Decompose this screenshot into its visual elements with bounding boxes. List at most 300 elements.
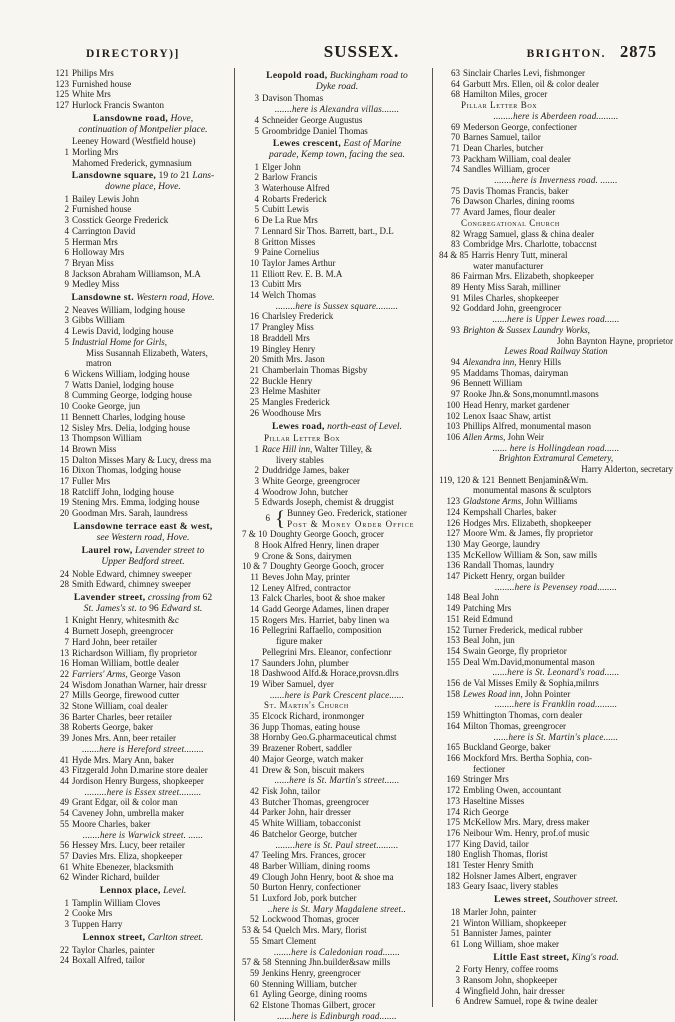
directory-entry: 40 Major George, watch maker xyxy=(242,754,432,765)
directory-entry: 2 Duddridge James, baker xyxy=(242,465,432,476)
house-number: 127 xyxy=(55,100,69,111)
directory-entry: 24 Boxall Alfred, tailor xyxy=(52,955,234,966)
street-heading xyxy=(242,422,432,433)
house-number: 61 xyxy=(60,861,69,872)
house-number: 16 xyxy=(250,625,259,636)
house-number: 121 xyxy=(55,68,69,78)
directory-entry: 18 Marler John, painter xyxy=(439,907,673,918)
page-number: 2875 xyxy=(620,42,657,61)
directory-entry: 4 Woodrow John, butcher xyxy=(242,487,432,498)
directory-entry: 5 Cubitt Lewis xyxy=(242,204,432,215)
directory-entry: 14 Welch Thomas xyxy=(242,290,432,301)
house-number: 94 xyxy=(451,356,460,367)
cross-street-note: ........here is Pevensey road........ xyxy=(495,581,617,592)
house-number: 19 xyxy=(250,343,259,354)
directory-entry: 43 Fitzgerald John D.marine store dealer xyxy=(52,765,234,776)
directory-entry: 73 Packham William, coal dealer xyxy=(439,154,673,165)
house-number: 23 xyxy=(250,386,259,397)
house-number: 55 xyxy=(60,818,69,829)
house-number: 3 xyxy=(254,93,259,104)
directory-entry: 19 Wiber Samuel, dyer xyxy=(242,679,432,690)
house-number: 60 xyxy=(250,978,259,989)
directory-entry: 38 Roberts George, baker xyxy=(52,722,234,733)
directory-entry: 25 Mangles Frederick xyxy=(242,397,432,408)
house-number: 103 xyxy=(446,421,460,432)
house-number: 62 xyxy=(60,872,69,883)
directory-entry: 62 Elstone Thomas Gilbert, grocer xyxy=(242,1000,432,1011)
directory-entry: 4 Robarts Frederick xyxy=(242,194,432,205)
directory-entry: 174 Rich George xyxy=(439,807,673,818)
landmark-note: Congregational Church xyxy=(461,217,560,228)
directory-entry: 82 Wragg Samuel, glass & china dealer xyxy=(439,229,673,240)
house-number: 91 xyxy=(451,292,460,303)
house-number: 10 xyxy=(250,257,259,268)
street-heading-line: Lewes road, north-east of Level. xyxy=(272,420,402,432)
directory-entry: 166 Mockford Mrs. Bertha Sophia, con- xyxy=(439,753,673,764)
street-heading xyxy=(52,593,234,614)
house-number: 32 xyxy=(60,701,69,712)
directory-entry: 92 Goddard John, greengrocer xyxy=(439,303,673,314)
house-number: 4 xyxy=(455,985,460,996)
house-number: 16 xyxy=(60,465,69,476)
cross-street-note: ......here is Edinburgh road....... xyxy=(277,1010,397,1021)
directory-entry: 53 & 54 Quelch Mrs. Mary, florist xyxy=(242,925,367,936)
directory-entry: 46 Batchelor George, butcher xyxy=(242,829,432,840)
directory-entry: 5 Edwards Joseph, chemist & druggist xyxy=(242,497,432,508)
house-number: 5 xyxy=(64,336,69,347)
directory-entry: 74 Sandles William, grocer xyxy=(439,164,673,175)
directory-entry: 13 Cubitt Mrs xyxy=(242,279,432,290)
directory-entry: 127 Hurlock Francis Swanton xyxy=(52,100,234,111)
house-number: 70 xyxy=(451,132,460,143)
directory-entry: 1 Race Hill inn, Walter Tilley, & xyxy=(242,444,432,455)
entry-text: Bunney Geo. Frederick, stationer xyxy=(287,508,407,519)
directory-entry: 3 Davison Thomas xyxy=(242,93,432,104)
directory-entry: 19 Stening Mrs. Emma, lodging house xyxy=(52,497,234,508)
directory-entry: 6 De La Rue Mrs xyxy=(242,215,432,226)
house-number: 123 xyxy=(446,496,460,507)
directory-entry: 22 Farriers' Arms, George Vason xyxy=(52,669,234,680)
directory-entry: 7 Hard John, beer retailer xyxy=(52,637,234,648)
house-number: 6 xyxy=(455,996,460,1007)
house-number: 83 xyxy=(451,239,460,250)
directory-entry: 4 Lewis David, lodging house xyxy=(52,326,234,337)
house-number: 36 xyxy=(60,711,69,722)
cross-street-note: ........here is Sussex square......... xyxy=(275,300,399,311)
house-number: 20 xyxy=(250,354,259,365)
street-heading-line: Lansdowne terrace east & west, xyxy=(73,520,213,532)
house-number: 76 xyxy=(451,196,460,207)
house-number: 42 xyxy=(250,786,259,796)
directory-entry: 6 Andrew Samuel, rope & twine dealer xyxy=(439,996,673,1007)
directory-entry: 21 Chamberlain Thomas Bigsby xyxy=(242,365,432,376)
directory-entry: 18 Braddell Mrs xyxy=(242,333,432,344)
house-number: 40 xyxy=(250,753,259,764)
directory-entry: 15 Dalton Misses Mary & Lucy, dress ma xyxy=(52,455,234,466)
house-number: 6 xyxy=(265,513,270,524)
house-number: 27 xyxy=(60,690,69,701)
house-number: 92 xyxy=(451,303,460,314)
house-number: 4 xyxy=(254,114,259,125)
directory-entry: 3 Cosstick George Frederick xyxy=(52,215,234,226)
cross-street-note: ..here is St. Mary Magdalene street.. xyxy=(267,903,407,914)
street-heading-line: Lansdowne st. Western road, Hove. xyxy=(71,292,215,304)
directory-entry: 61 Long William, shoe maker xyxy=(439,939,673,950)
house-number: 36 xyxy=(250,721,259,732)
directory-entry: 89 Henty Miss Sarah, milliner xyxy=(439,282,673,293)
house-number: 84 & 85 xyxy=(439,249,469,260)
house-number: 20 xyxy=(60,508,69,519)
street-heading xyxy=(242,139,432,160)
house-number: 19 xyxy=(60,497,69,508)
house-number: 71 xyxy=(451,142,460,153)
directory-entry: 135 McKellow William & Son, saw mills xyxy=(439,550,673,561)
house-number: 3 xyxy=(254,183,259,194)
directory-entry: 8 Jackson Abraham Williamson, M.A xyxy=(52,269,234,280)
house-number: 9 xyxy=(64,279,69,290)
house-number: 48 xyxy=(250,860,259,871)
house-number: 35 xyxy=(250,711,259,722)
house-number: 54 xyxy=(60,808,69,819)
entry-continuation: John Baynton Hayne, proprietor xyxy=(557,335,673,346)
directory-entry: 13 Richardson William, fly proprietor xyxy=(52,648,234,659)
house-number: 148 xyxy=(446,592,460,603)
house-number: 10 xyxy=(60,401,69,412)
landmark-note: Lewes Road Railway Station xyxy=(504,346,608,357)
directory-entry: 15 Rogers Mrs. Harriet, baby linen wa xyxy=(242,615,432,626)
house-number: 19 xyxy=(250,678,259,689)
directory-entry: 43 Butcher Thomas, greengrocer xyxy=(242,797,432,808)
directory-column-3 xyxy=(432,68,675,1007)
directory-entry: 70 Barnes Samuel, tailor xyxy=(439,132,673,143)
street-heading-line: Lewes crescent, East of Marine xyxy=(272,138,402,150)
cross-street-note: .........here is Essex street......... xyxy=(84,786,202,797)
directory-entry: 127 Moore Wm. & James, fly proprietor xyxy=(439,528,673,539)
directory-entry: 24 Wisdom Jonathan Warner, hair dressr xyxy=(52,680,234,691)
directory-entry: 48 Barber William, dining rooms xyxy=(242,861,432,872)
house-number: 39 xyxy=(60,733,69,744)
house-number: 126 xyxy=(446,517,460,528)
house-number: 164 xyxy=(446,720,460,731)
house-number: 11 xyxy=(60,411,69,422)
cross-street-note: ........here is Aberdeen road......... xyxy=(493,110,619,121)
house-number: 2 xyxy=(455,964,460,975)
landmark-note: Pillar Letter Box xyxy=(461,100,538,111)
cross-street-note: ......here is St. Martin's place...... xyxy=(493,731,619,742)
house-number: 8 xyxy=(64,390,69,401)
directory-entry: 51 Bannister James, painter xyxy=(439,928,673,939)
house-number: 43 xyxy=(250,796,259,807)
directory-entry: 102 Lenox Isaac Shaw, artist xyxy=(439,411,673,422)
house-number: 119, 120 & 121 xyxy=(439,474,496,485)
house-number: 155 xyxy=(446,656,460,667)
house-number: 106 xyxy=(446,431,460,442)
running-head-left: DIRECTORY)] xyxy=(86,48,180,60)
directory-entry: 57 & 58 Stenning Jhn.builder&saw mills xyxy=(242,957,391,968)
directory-entry: 1 Knight Henry, whitesmith &c xyxy=(52,615,234,626)
house-number: 8 xyxy=(64,268,69,279)
directory-entry: 61 Ayling George, dining rooms xyxy=(242,989,432,1000)
house-number: 159 xyxy=(446,710,460,721)
directory-entry: 16 Dixon Thomas, lodging house xyxy=(52,465,234,476)
directory-entry: 21 Winton William, shopkeeper xyxy=(439,918,673,929)
street-heading xyxy=(52,293,234,304)
house-number: 1 xyxy=(64,146,69,157)
street-heading-line: Lavender street, crossing from 62 xyxy=(73,592,213,604)
directory-entry: 91 Miles Charles, shopkeeper xyxy=(439,293,673,304)
street-heading xyxy=(242,71,432,92)
directory-entry: 1 Elger John xyxy=(242,162,432,173)
directory-entry: 9 Paine Cornelius xyxy=(242,247,432,258)
directory-entry: 52 Lockwood Thomas, grocer xyxy=(242,914,432,925)
house-number: 16 xyxy=(60,658,69,669)
house-number: 4 xyxy=(64,626,69,637)
directory-entry: 94 Alexandra inn, Henry Hills xyxy=(439,357,673,368)
house-number: 53 & 54 xyxy=(242,925,272,936)
house-number: 41 xyxy=(60,754,69,765)
house-number: 14 xyxy=(60,443,69,454)
house-number: 3 xyxy=(64,215,69,226)
directory-entry: 36 Barter Charles, beer retailer xyxy=(52,712,234,723)
directory-entry: 12 Leney Alfred, contractor xyxy=(242,583,432,594)
directory-entry: 1 Tamplin William Cloves xyxy=(52,898,234,909)
house-number: 15 xyxy=(250,614,259,625)
house-number: 44 xyxy=(250,807,259,818)
directory-entry: 165 Buckland George, baker xyxy=(439,742,673,753)
page-header xyxy=(0,0,675,66)
house-number: 130 xyxy=(446,538,460,549)
house-number: 75 xyxy=(451,185,460,196)
directory-entry: 38 Hornby Geo.G.pharmaceutical chmst xyxy=(242,732,432,743)
directory-entry: 49 Grant Edgar, oil & color man xyxy=(52,797,234,808)
directory-entry: 149 Patching Mrs xyxy=(439,603,673,614)
street-heading-line: Lansdowne road, Hove, xyxy=(92,112,194,124)
street-heading-line: Upper Bedford street. xyxy=(101,555,185,567)
house-number: 172 xyxy=(446,785,460,796)
cross-street-note: .......here is Caledonian road....... xyxy=(274,946,400,957)
cross-street-note: ...... here is Hollingdean road...... xyxy=(492,442,620,453)
directory-entry: 156 de Val Misses Emily & Sophia,milnrs xyxy=(439,678,673,689)
directory-entry: 103 Phillips Alfred, monumental mason xyxy=(439,421,673,432)
house-number: 123 xyxy=(55,78,69,89)
house-number: 16 xyxy=(250,311,259,322)
house-number: 1 xyxy=(64,615,69,626)
house-number: 18 xyxy=(250,332,259,343)
directory-entry: 11 Beves John May, printer xyxy=(242,572,432,583)
house-number: 55 xyxy=(250,935,259,946)
directory-entry: 55 Smart Clement xyxy=(242,936,432,947)
house-number: 2 xyxy=(64,204,69,215)
cross-street-note: .......here is Hereford street........ xyxy=(82,743,204,754)
directory-entry: 36 Jupp Thomas, eating house xyxy=(242,722,432,733)
directory-entry: 5 Herman Mrs xyxy=(52,237,234,248)
house-number: 49 xyxy=(60,797,69,808)
directory-entry: 182 Holsner James Albert, engraver xyxy=(439,871,673,882)
directory-entry: 17 Saunders John, plumber xyxy=(242,658,432,669)
county-title: SUSSEX. xyxy=(323,42,400,61)
directory-entry: 86 Fairman Mrs. Elizabeth, shopkeeper xyxy=(439,271,673,282)
directory-entry: 41 Drew & Son, biscuit makers xyxy=(242,765,432,776)
house-number: 56 xyxy=(60,840,69,851)
cross-street-note: ......here is Park Crescent place...... xyxy=(269,689,405,700)
directory-entry: 152 Turner Frederick, medical rubber xyxy=(439,625,673,636)
street-heading xyxy=(52,171,234,192)
directory-entry: 130 May George, laundry xyxy=(439,539,673,550)
directory-entry: 16 Charlsley Frederick xyxy=(242,311,432,322)
directory-entry: Mahomed Frederick, gymnasium xyxy=(72,157,192,168)
entry-continuation: fectioner xyxy=(473,763,505,774)
directory-entry: 7 Lennard Sir Thos. Barrett, bart., D.L xyxy=(242,226,432,237)
directory-entry: 18 Dashwood Alfd.& Horace,provsn.dlrs xyxy=(242,668,432,679)
directory-entry: Pellegrini Mrs. Eleanor, confectionr xyxy=(262,646,392,657)
house-number: 8 xyxy=(254,539,259,550)
house-number: 97 xyxy=(451,389,460,400)
house-number: 39 xyxy=(250,743,259,754)
house-number: 43 xyxy=(60,765,69,776)
directory-entry: 39 Jones Mrs. Ann, beer retailer xyxy=(52,733,234,744)
house-number: 45 xyxy=(250,818,259,829)
town-name: BRIGHTON. xyxy=(526,48,606,60)
directory-entry: 51 Luxford Job, pork butcher xyxy=(242,893,432,904)
directory-entry: 71 Dean Charles, butcher xyxy=(439,143,673,154)
house-number: 7 xyxy=(254,225,259,236)
cross-street-note: ......here is Upper Lewes road...... xyxy=(492,314,620,325)
directory-entry: 22 Buckle Henry xyxy=(242,376,432,387)
landmark-note: St. Martin's Church xyxy=(264,700,349,711)
street-heading xyxy=(52,522,234,543)
house-number: 22 xyxy=(60,944,69,955)
house-number: 7 xyxy=(64,379,69,390)
directory-entry: 169 Stringer Mrs xyxy=(439,774,673,785)
cross-street-note: .......here is Alexandra villas....... xyxy=(274,104,400,115)
directory-entry: 3 Ransom John, shopkeeper xyxy=(439,975,673,986)
house-number: 89 xyxy=(451,282,460,293)
house-number: 51 xyxy=(451,928,460,939)
house-number: 102 xyxy=(446,410,460,421)
street-heading-line: Lennox place, Level. xyxy=(99,885,187,897)
house-number: 22 xyxy=(60,668,69,679)
street-heading-line: Lennox street, Carlton street. xyxy=(82,931,204,943)
entry-continuation: Miss Susannah Elizabeth, Waters, xyxy=(86,347,208,358)
house-number: 7 xyxy=(64,636,69,647)
entry-continuation: livery stables xyxy=(276,454,324,465)
house-number: 18 xyxy=(60,486,69,497)
house-number: 21 xyxy=(451,917,460,928)
directory-entry: 23 Helme Mashiter xyxy=(242,386,432,397)
running-head-right xyxy=(467,42,657,62)
directory-entry: 93 Brighton & Sussex Laundry Works, xyxy=(439,325,673,336)
house-number: 9 xyxy=(254,247,259,258)
cross-street-note: ......here is St. Martin's street...... xyxy=(274,775,400,786)
house-number: 26 xyxy=(250,407,259,418)
house-number: 61 xyxy=(250,989,259,1000)
directory-entry: 96 Bennett William xyxy=(439,378,673,389)
house-number: 182 xyxy=(446,870,460,881)
house-number: 183 xyxy=(446,881,460,892)
house-number: 41 xyxy=(250,764,259,775)
house-number: 17 xyxy=(60,476,69,487)
house-number: 2 xyxy=(254,172,259,183)
house-number: 18 xyxy=(451,906,460,917)
entry-continuation: Harry Alderton, secretary xyxy=(581,464,673,475)
directory-entry xyxy=(242,508,432,529)
house-number: 1 xyxy=(64,897,69,908)
directory-entry: 77 Avard James, flour dealer xyxy=(439,207,673,218)
house-number: 2 xyxy=(254,465,259,476)
directory-entry: 11 Bennett Charles, lodging house xyxy=(52,412,234,423)
directory-entry: 2 Barlow Francis xyxy=(242,172,432,183)
house-number: 151 xyxy=(446,613,460,624)
directory-entry: 47 Teeling Mrs. Frances, grocer xyxy=(242,850,432,861)
directory-entry: 20 Goodman Mrs. Sarah, laundress xyxy=(52,508,234,519)
directory-entry: 177 King David, tailor xyxy=(439,839,673,850)
house-number: 13 xyxy=(250,593,259,604)
directory-entry: 1 Morling Mrs xyxy=(52,147,234,158)
entry-continuation: water manufacturer xyxy=(473,260,544,271)
house-number: 125 xyxy=(55,89,69,100)
directory-entry: 68 Hamilton Miles, grocer xyxy=(439,89,673,100)
house-number: 50 xyxy=(250,882,259,893)
house-number: 12 xyxy=(250,582,259,593)
directory-entry: 44 Parker John, hair dresser xyxy=(242,807,432,818)
house-number: 25 xyxy=(250,397,259,408)
house-number: 100 xyxy=(446,399,460,410)
directory-entry: 62 Winder Richard, builder xyxy=(52,872,234,883)
house-number: 24 xyxy=(60,679,69,690)
directory-entry: 84 & 85 Harris Henry Tutt, mineral xyxy=(439,249,568,260)
directory-entry: Leeney Howard (Westfield house) xyxy=(72,136,196,147)
house-number: 6 xyxy=(64,368,69,379)
directory-entry: 17 Prangley Miss xyxy=(242,322,432,333)
house-number: 57 & 58 xyxy=(242,957,272,968)
house-number: 73 xyxy=(451,153,460,164)
directory-entry: 14 Brown Miss xyxy=(52,444,234,455)
directory-entry: 16 Homan William, bottle dealer xyxy=(52,658,234,669)
directory-entry: 16 Pellegrini Raffaello, composition xyxy=(242,625,432,636)
house-number: 3 xyxy=(64,315,69,326)
directory-entry: 180 English Thomas, florist xyxy=(439,849,673,860)
house-number: 68 xyxy=(451,89,460,100)
directory-entry: 60 Stenning William, butcher xyxy=(242,979,432,990)
directory-entry: 17 Fuller Mrs xyxy=(52,476,234,487)
directory-entry: 10 & 7 Doughty George Gooch, grocer xyxy=(242,561,384,572)
directory-entry: 119, 120 & 121 Bennett Benjamin&Wm. xyxy=(439,474,589,485)
directory-entry: 18 Ratcliff John, lodging house xyxy=(52,487,234,498)
house-number: 11 xyxy=(250,268,259,279)
directory-entry: 49 Clough John Henry, boot & shoe ma xyxy=(242,872,432,883)
house-number: 15 xyxy=(60,454,69,465)
directory-entry: 3 Tuppen Harry xyxy=(52,919,234,930)
directory-entry: 56 Hessey Mrs. Lucy, beer retailer xyxy=(52,840,234,851)
entry-continuation: monumental masons & sculptors xyxy=(473,485,592,496)
house-number: 124 xyxy=(446,506,460,517)
house-number: 69 xyxy=(451,121,460,132)
directory-entry: 61 White Ebenezer, blacksmith xyxy=(52,862,234,873)
house-number: 9 xyxy=(254,550,259,561)
directory-entry: 4 Schneider George Augustus xyxy=(242,115,432,126)
street-heading-line: Lewes street, Southover street. xyxy=(493,894,619,906)
house-number: 38 xyxy=(250,732,259,743)
house-number: 5 xyxy=(254,204,259,215)
directory-entry: 75 Davis Thomas Francis, baker xyxy=(439,186,673,197)
directory-entry: 136 Randall Thomas, laundry xyxy=(439,560,673,571)
house-number: 86 xyxy=(451,271,460,282)
directory-entry: 45 White William, tobacconist xyxy=(242,818,432,829)
house-number: 180 xyxy=(446,849,460,860)
house-number: 6 xyxy=(64,247,69,258)
directory-entry: 44 Jordison Henry Burgess, shopkeeper xyxy=(52,776,234,787)
house-number: 4 xyxy=(254,193,259,204)
